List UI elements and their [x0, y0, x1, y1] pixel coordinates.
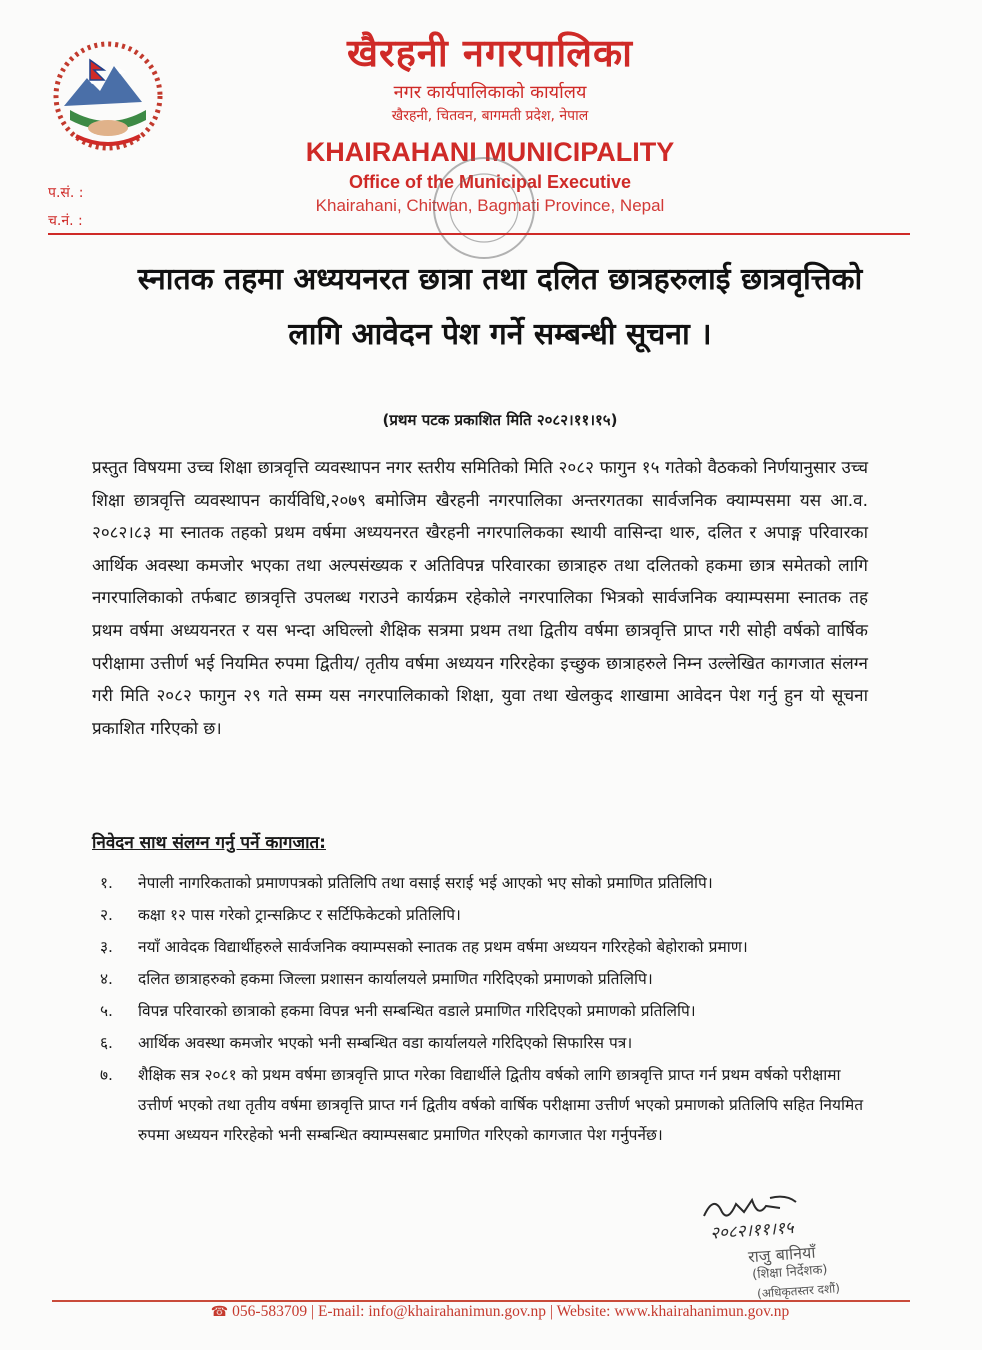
- nepal-government-emblem-icon: [42, 36, 174, 154]
- list-item-number: ५.: [100, 1002, 113, 1020]
- list-item-text: आर्थिक अवस्था कमजोर भएको भनी सम्बन्धित वडा कार्यालयले गरिदिएको सिफारिस पत्र।: [138, 1034, 633, 1052]
- list-item-number: ३.: [100, 938, 113, 956]
- municipality-title-en: KHAIRAHANI MUNICIPALITY: [305, 137, 675, 167]
- signatory-rank: (अधिकृतस्तर दशौं): [756, 1281, 841, 1301]
- list-item-number: १.: [100, 874, 113, 892]
- attachments-list: [92, 868, 872, 1152]
- signatory-designation: (शिक्षा निर्देशक): [751, 1262, 829, 1283]
- office-name-np: नगर कार्यपालिकाको कार्यालय: [393, 82, 587, 103]
- publication-date: (प्रथम पटक प्रकाशित मिति २०८२।११।१५): [382, 411, 618, 429]
- list-item: [92, 932, 872, 962]
- phone-icon: ☎: [210, 1305, 229, 1320]
- municipality-title-np: खैरहनी नगरपालिका: [346, 31, 634, 75]
- address-en: Khairahani, Chitwan, Bagmati Province, Nepal: [315, 196, 665, 215]
- list-item: [92, 900, 872, 930]
- office-stamp: [428, 152, 540, 264]
- list-item-number: ४.: [100, 970, 113, 988]
- address-np: खैरहनी, चितवन, बागमती प्रदेश, नेपाल: [391, 108, 589, 124]
- list-item: [92, 1060, 872, 1150]
- list-item-text: दलित छात्राहरुको हकमा जिल्ला प्रशासन कार्यालयले प्रमाणित गरिदिएको प्रमाणको प्रतिलिपि।: [138, 970, 653, 988]
- list-item-number: ७.: [100, 1066, 113, 1084]
- footer-website: Website: www.khairahanimun.gov.np: [556, 1303, 790, 1320]
- list-item-text: कक्षा १२ पास गरेको ट्रान्सक्रिप्ट र सर्टिफिकेटको प्रतिलिपि।: [138, 906, 461, 924]
- signature-date: २०८२।११।१५: [709, 1218, 795, 1244]
- list-item-text: शैक्षिक सत्र २०८१ को प्रथम वर्षमा छात्रवृत्ति प्राप्त गरेका विद्यार्थीले द्वितीय वर्षको लागि छात्रवृत्ति प्राप्त गर्न प्रथम वर्षको परीक्षामा उत्तीर्ण भएको तथा तृतीय वर्षमा छात्रवृत्ति प्राप्त गर्न द्वितीय वर्षको वार्षिक परीक्षामा उत्तीर्ण भएको प्रमाणको प्रतिलिपि सहित नियमित रुपमा अध्ययन गरिरहेको भनी सम्बन्धित क्याम्पसबाट प्रमाणित गरिएको कागजात पेश गर्नुपर्नेछ।: [138, 1066, 864, 1144]
- list-item: [92, 1028, 872, 1058]
- list-item-text: विपन्न परिवारको छात्राको हकमा विपन्न भनी सम्बन्धित वडाले प्रमाणित गरिदिएको प्रमाणको प्रतिलिपि।: [138, 1002, 696, 1020]
- notice-title: स्नातक तहमा अध्ययनरत छात्रा तथा दलित छात्रहरुलाई छात्रवृत्तिको लागि आवेदन पेश गर्ने सम्बन्धी सूचना ।: [137, 262, 863, 352]
- reference-number-label: प.सं. :: [48, 185, 84, 201]
- list-item: [92, 996, 872, 1026]
- footer-separator: |: [310, 1303, 315, 1320]
- list-item-text: नयाँ आवेदक विद्यार्थीहरुले सार्वजनिक क्याम्पसको स्नातक तह प्रथम वर्षमा अध्ययन गरिरहेको बेहोराको प्रमाण।: [138, 938, 748, 956]
- list-item-text: नेपाली नागरिकताको प्रमाणपत्रको प्रतिलिपि तथा वसाई सराई भई आएको भए सोको प्रमाणित प्रतिलिपि।: [138, 874, 713, 892]
- footer-separator: |: [549, 1303, 554, 1320]
- list-item: [92, 868, 872, 898]
- footer-contact: [100, 1303, 900, 1321]
- footer-email: E-mail: info@khairahanimun.gov.np: [317, 1303, 547, 1320]
- dispatch-number-label: च.नं. :: [48, 213, 83, 229]
- list-item-number: २.: [100, 906, 113, 924]
- footer-phone: 056-583709: [232, 1303, 308, 1320]
- list-item-number: ६.: [100, 1034, 113, 1052]
- signatory-name: राजु बानियाँ: [747, 1242, 816, 1267]
- notice-body: प्रस्तुत विषयमा उच्च शिक्षा छात्रवृत्ति व्यवस्थापन नगर स्तरीय समितिको मिति २०८२ फागुन १५ गतेको वैठकको निर्णयानुसार उच्च शिक्षा छात्रवृत्ति व्यवस्थापन कार्यविधि,२०७९ बमोजिम खैरहनी नगरपालिका अन्तरगतका सार्वजनिक क्याम्पसमा यस आ.व. २०८२।८३ मा स्नातक तहको प्रथम वर्षमा अध्ययनरत खैरहनी नगरपालिकका स्थायी वासिन्दा थारु, दलित र अपाङ्ग परिवारका आर्थिक अवस्था कमजोर भएका तथा अल्पसंख्यक र अतिविपन्न परिवारका छात्राहरु तथा दलितको हकमा छात्र समेतको लागि नगरपालिकाको तर्फबाट छात्रवृत्ति उपलब्ध गराउने कार्यक्रम रहेकोले नगरपालिका भित्रको सार्वजनिक क्याम्पसमा स्नातक तह प्रथम वर्षमा अध्ययनरत र यस भन्दा अघिल्लो शैक्षिक सत्रमा प्रथम तथा द्वितीय वर्षमा छात्रवृत्ति प्राप्त गरी सोही वर्षको वार्षिक परीक्षामा उत्तीर्ण भई नियमित रुपमा द्वितीय/ तृतीय वर्षमा अध्ययन गरिरहेका इच्छुक छात्राहरुले निम्न उल्लेखित कागजात संलग्न गरी मिति २०८२ फागुन २९ गते सम्म यस नगरपालिकाको शिक्षा, युवा तथा खेलकुद शाखामा आवेदन पेश गर्नु हुन यो सूचना प्रकाशित गरिएको छ।: [92, 458, 868, 739]
- header-divider: [48, 233, 910, 235]
- footer-divider: [52, 1300, 910, 1302]
- list-item: [92, 964, 872, 994]
- office-name-en: Office of the Municipal Executive: [348, 172, 632, 192]
- attachments-heading: निवेदन साथ संलग्न गर्नु पर्ने कागजात:: [92, 833, 326, 853]
